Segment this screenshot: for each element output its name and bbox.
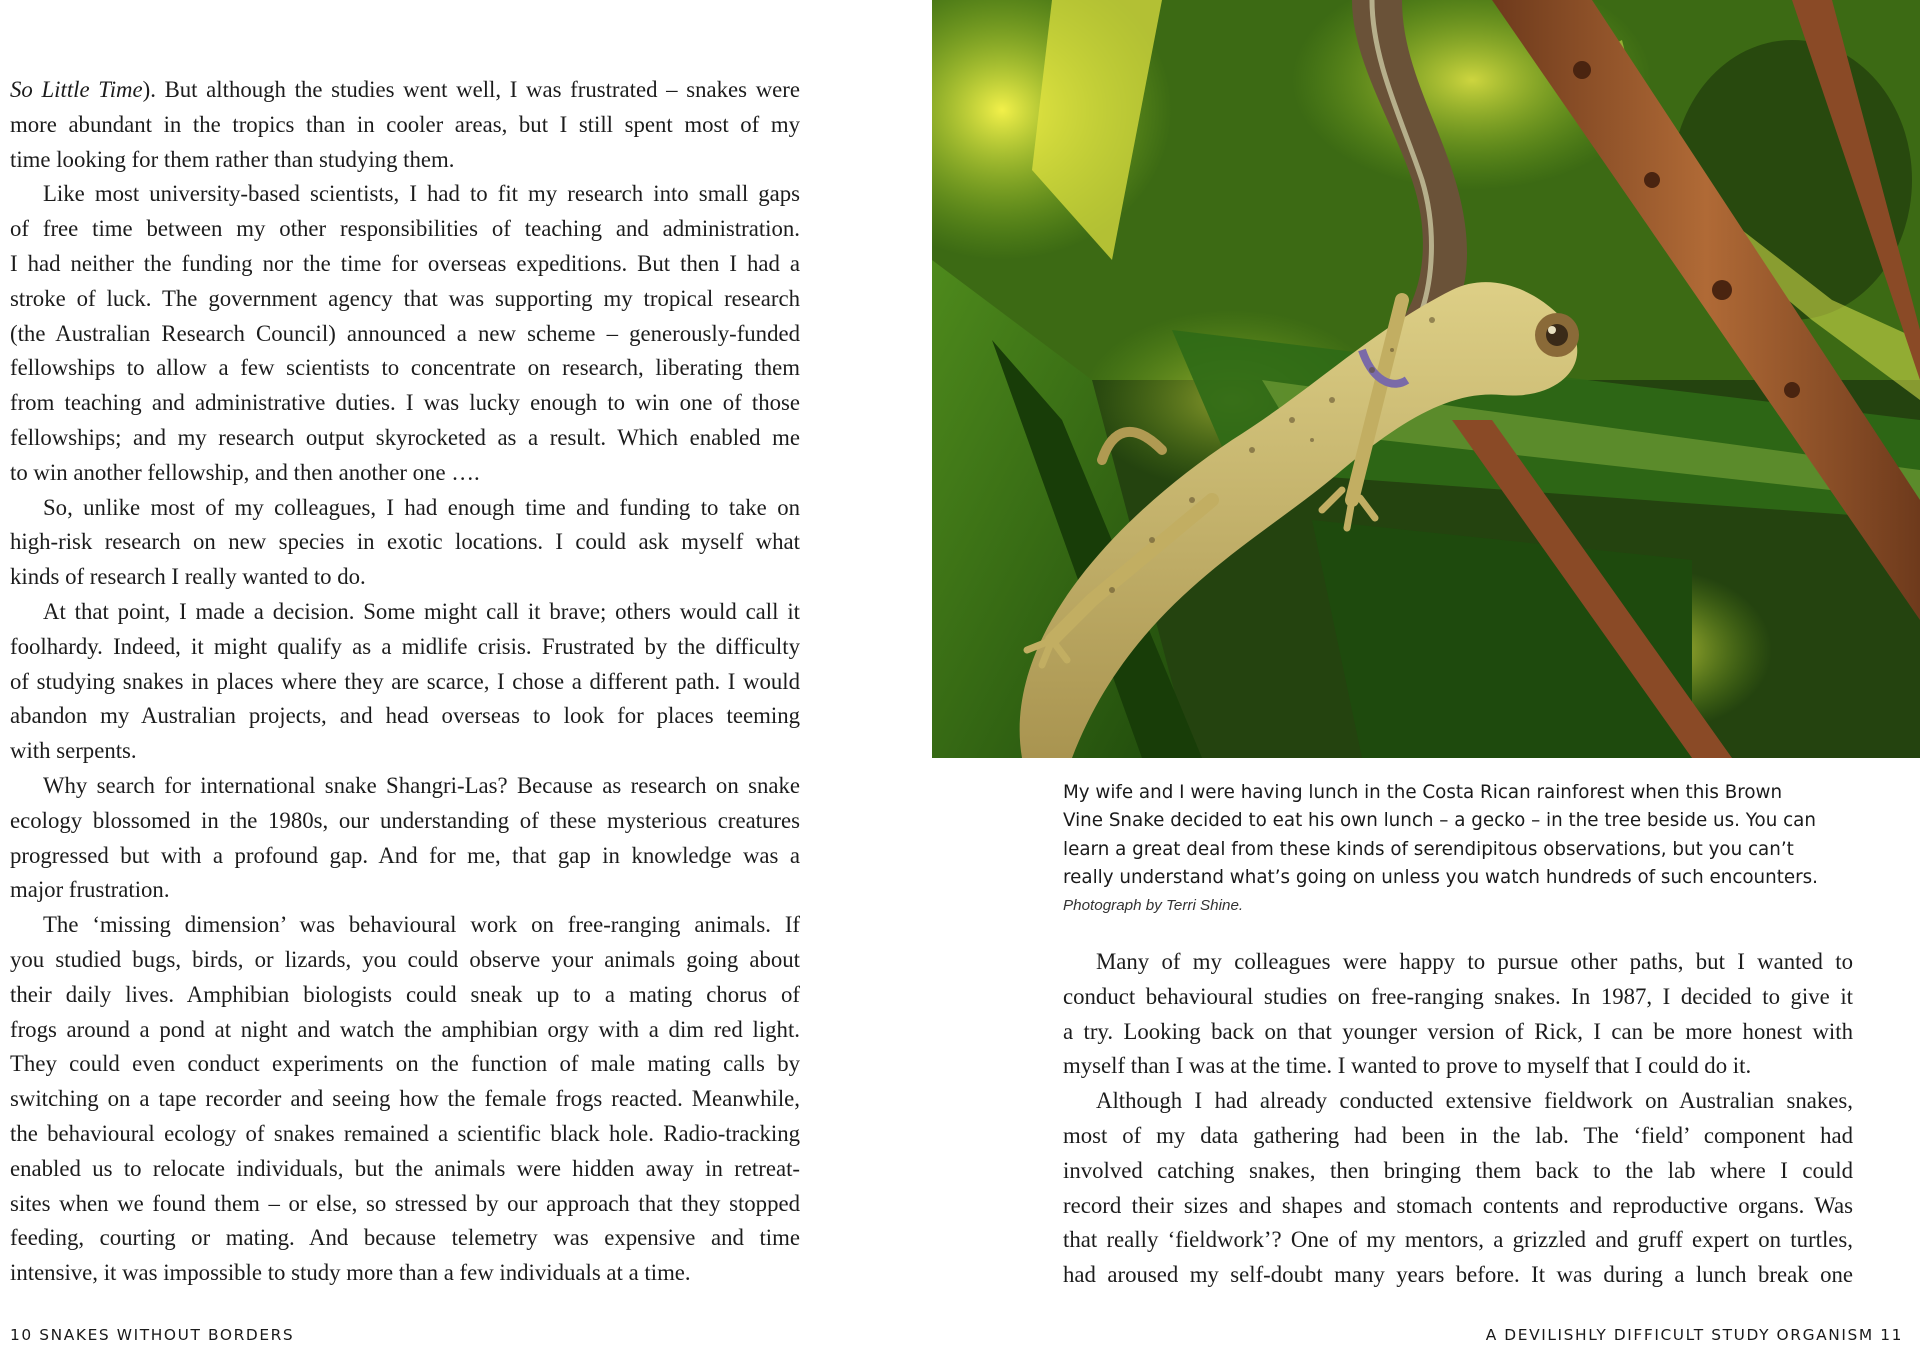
text-run: ). But although the studies went well, I was frustrated – snakes were xyxy=(142,77,800,102)
text-line: time looking for them rather than studying them. xyxy=(10,146,455,172)
snake-gecko-photo xyxy=(932,0,1920,758)
text-line: stroke of luck. The government agency that was supporting my tropical research xyxy=(10,285,800,311)
footer-right-running-head: A DEVILISHLY DIFFICULT STUDY ORGANISM 11 xyxy=(1485,1326,1903,1344)
text-line: Many of my colleagues were happy to pursue other paths, but I wanted to xyxy=(1096,949,1853,974)
text-line: their daily lives. Amphibian biologists could sneak up to a mating chorus of xyxy=(10,981,800,1007)
text-line: that really ‘fieldwork’? One of my mentors, a grizzled and gruff expert on turtles, xyxy=(1063,1227,1853,1253)
text-line: So, unlike most of my colleagues, I had enough time and funding to take on xyxy=(43,494,800,520)
text-line: conduct behavioural studies on free-ranging snakes. In 1987, I decided to give it xyxy=(1063,983,1853,1009)
caption-line: My wife and I were having lunch in the Costa Rican rainforest when this Brown xyxy=(1063,782,1783,803)
text-line: fellowships to allow a few scientists to concentrate on research, liberating them xyxy=(10,355,800,381)
text-line: a try. Looking back on that younger version of Rick, I can be more honest with xyxy=(1063,1018,1853,1044)
caption-line: learn a great deal from these kinds of serendipitous observations, but you can’t xyxy=(1063,838,1794,860)
text-line: major frustration. xyxy=(10,877,170,903)
text-line: Like most university-based scientists, I had to fit my research into small gaps xyxy=(43,181,800,207)
text-line: ecology blossomed in the 1980s, our understanding of these mysterious creatures xyxy=(10,807,800,833)
text-line: intensive, it was impossible to study more than a few individuals at a time. xyxy=(10,1260,691,1286)
text-line: (the Australian Research Council) announced a new scheme – generously-funded xyxy=(10,320,800,346)
text-line: abandon my Australian projects, and head overseas to look for places teeming xyxy=(10,703,800,729)
text-line: Why search for international snake Shangri-Las? Because as research on snake xyxy=(43,772,800,798)
text-line: At that point, I made a decision. Some might call it brave; others would call it xyxy=(43,598,800,624)
text-line: feeding, courting or mating. And because telemetry was expensive and time xyxy=(10,1225,800,1251)
text-line: of free time between my other responsibilities of teaching and administration. xyxy=(10,216,800,242)
text-line: Although I had already conducted extensive fieldwork on Australian snakes, xyxy=(1096,1088,1853,1114)
caption-line: Vine Snake decided to eat his own lunch – a gecko – in the tree beside us. You can xyxy=(1063,810,1816,832)
text-line: of studying snakes in places where they are scarce, I chose a different path. I would xyxy=(10,668,800,694)
photo-credit: Photograph by Terri Shine. xyxy=(1063,897,1244,915)
text-line: enabled us to relocate individuals, but the animals were hidden away in retreat- xyxy=(10,1155,800,1181)
text-line: record their sizes and shapes and stomach contents and reproductive organs. Was xyxy=(1063,1192,1853,1218)
text-line: most of my data gathering had been in the lab. The ‘field’ component had xyxy=(1063,1122,1853,1148)
text-line: kinds of research I really wanted to do. xyxy=(10,564,366,590)
text-line: from teaching and administrative duties. I was lucky enough to win one of those xyxy=(10,390,800,416)
text-line: myself than I was at the time. I wanted to prove to myself that I could do it. xyxy=(1063,1053,1752,1079)
photo-caption xyxy=(1063,779,1823,920)
text-line: the behavioural ecology of snakes remained a scientific black hole. Radio-tracking xyxy=(10,1120,800,1146)
text-line: progressed but with a profound gap. And for me, that gap in knowledge was a xyxy=(10,842,800,868)
text-line: sites when we found them – or else, so stressed by our approach that they stopped xyxy=(10,1190,800,1216)
text-line: fellowships; and my research output skyrocketed as a result. Which enabled me xyxy=(10,424,800,450)
left-body-text xyxy=(10,73,800,1291)
text-line: The ‘missing dimension’ was behavioural work on free-ranging animals. If xyxy=(43,912,800,938)
text-line: you studied bugs, birds, or lizards, you could observe your animals going about xyxy=(10,946,800,972)
text-line: frogs around a pond at night and watch the amphibian orgy with a dim red light. xyxy=(10,1016,800,1042)
text-line: to win another fellowship, and then another one …. xyxy=(10,459,480,485)
text-line xyxy=(10,73,800,108)
caption-line: really understand what’s going on unless you watch hundreds of such encounters. xyxy=(1063,866,1818,888)
text-line: involved catching snakes, then bringing them back to the lab where I could xyxy=(1063,1157,1853,1183)
text-line: They could even conduct experiments on the function of male mating calls by xyxy=(10,1051,800,1077)
text-line: had aroused my self-doubt many years before. It was during a lunch break one xyxy=(1063,1262,1853,1288)
text-line: foolhardy. Indeed, it might qualify as a midlife crisis. Frustrated by the difficulty xyxy=(10,633,800,659)
text-line: with serpents. xyxy=(10,738,137,764)
text-line: more abundant in the tropics than in cooler areas, but I still spent most of my xyxy=(10,111,800,137)
text-line: I had neither the funding nor the time for overseas expeditions. But then I had a xyxy=(10,250,800,276)
text-line: high-risk research on new species in exotic locations. I could ask myself what xyxy=(10,529,800,555)
footer-left-running-head: 10 SNAKES WITHOUT BORDERS xyxy=(10,1326,295,1344)
italic-title: So Little Time xyxy=(10,77,143,102)
text-line: switching on a tape recorder and seeing how the female frogs reacted. Meanwhile, xyxy=(10,1086,800,1112)
right-body-text xyxy=(1063,945,1853,1293)
